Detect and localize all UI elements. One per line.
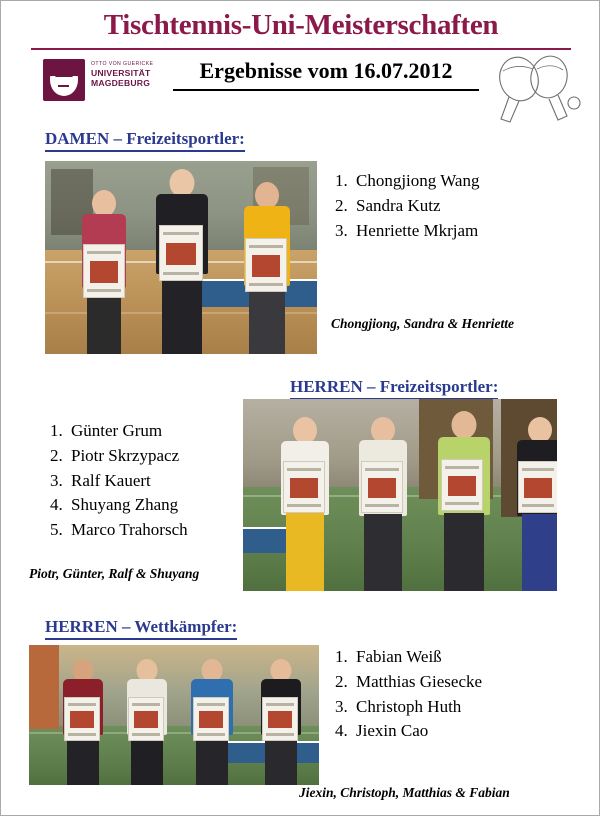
person-in-photo: [117, 657, 177, 785]
list-item: 4. Jiexin Cao: [352, 719, 482, 744]
results-list-herren-wettkaempfer: [326, 645, 482, 744]
results-list-herren-freizeitsportler: [41, 419, 188, 543]
person-in-photo: [505, 415, 557, 591]
guericke-portrait-icon: [43, 59, 85, 101]
person-in-photo: [53, 657, 113, 785]
section-heading-herren-freizeit-text: HERREN – Freizeitsportler:: [290, 377, 499, 396]
section-heading-damen-underline: [45, 150, 245, 152]
list-item: 2. Matthias Giesecke: [352, 670, 482, 695]
logo-line-2: UNIVERSITÄT: [91, 67, 151, 78]
person-in-photo: [269, 415, 341, 591]
list-item: 4. Shuyang Zhang: [67, 493, 188, 518]
person-in-photo: [347, 415, 419, 591]
list-item: 5. Marco Trahorsch: [67, 518, 188, 543]
caption-herren-wettkaempfer: Jiexin, Christoph, Matthias & Fabian: [299, 785, 510, 800]
table-tennis-paddles-icon: [479, 53, 589, 125]
person-in-photo: [181, 657, 243, 785]
subtitle-divider: [173, 89, 479, 91]
list-item: 2. Piotr Skrzypacz: [67, 444, 188, 469]
section-heading-herren-wettkampf-text: HERREN – Wettkämpfer:: [45, 617, 238, 636]
person-in-photo: [425, 411, 503, 591]
person-in-photo: [71, 186, 137, 354]
person-in-photo: [231, 178, 303, 354]
list-item: 1. Fabian Weiß: [352, 645, 482, 670]
logo-line-1: OTTO VON GUERICKE: [91, 61, 154, 67]
page-title: Tischtennis-Uni-Meisterschaften: [103, 9, 499, 41]
caption-damen: Chongjiong, Sandra & Henriette: [331, 316, 515, 331]
photo-damen-freizeitsportler: [45, 161, 317, 354]
list-item: 1. Chongjiong Wang: [352, 169, 479, 194]
person-in-photo: [251, 657, 311, 785]
photo-herren-wettkaempfer: [29, 645, 319, 785]
list-item: 3. Ralf Kauert: [67, 469, 188, 494]
caption-herren-freizeitsportler: Piotr, Günter, Ralf & Shuyang: [29, 566, 200, 581]
list-item: 3. Henriette Mkrjam: [352, 219, 479, 244]
logo-line-3: MAGDEBURG: [91, 78, 151, 89]
university-logo: [43, 59, 163, 103]
section-heading-herren-freizeitsportler: [290, 377, 498, 400]
list-item: 2. Sandra Kutz: [352, 194, 479, 219]
page-subtitle: Ergebnisse vom 16.07.2012: [199, 58, 453, 83]
section-heading-damen: [45, 129, 245, 152]
list-item: 3. Christoph Huth: [352, 695, 482, 720]
list-item: 1. Günter Grum: [67, 419, 188, 444]
title-divider: [31, 48, 571, 50]
results-list-damen: [326, 169, 479, 243]
section-heading-herren-wettkampf-underline: [45, 638, 237, 640]
person-in-photo: [143, 169, 221, 354]
photo-herren-freizeitsportler: [243, 399, 557, 591]
section-heading-herren-wettkaempfer: [45, 617, 237, 640]
section-heading-damen-text: DAMEN – Freizeitsportler:: [45, 129, 245, 148]
university-logo-text: [91, 61, 165, 89]
